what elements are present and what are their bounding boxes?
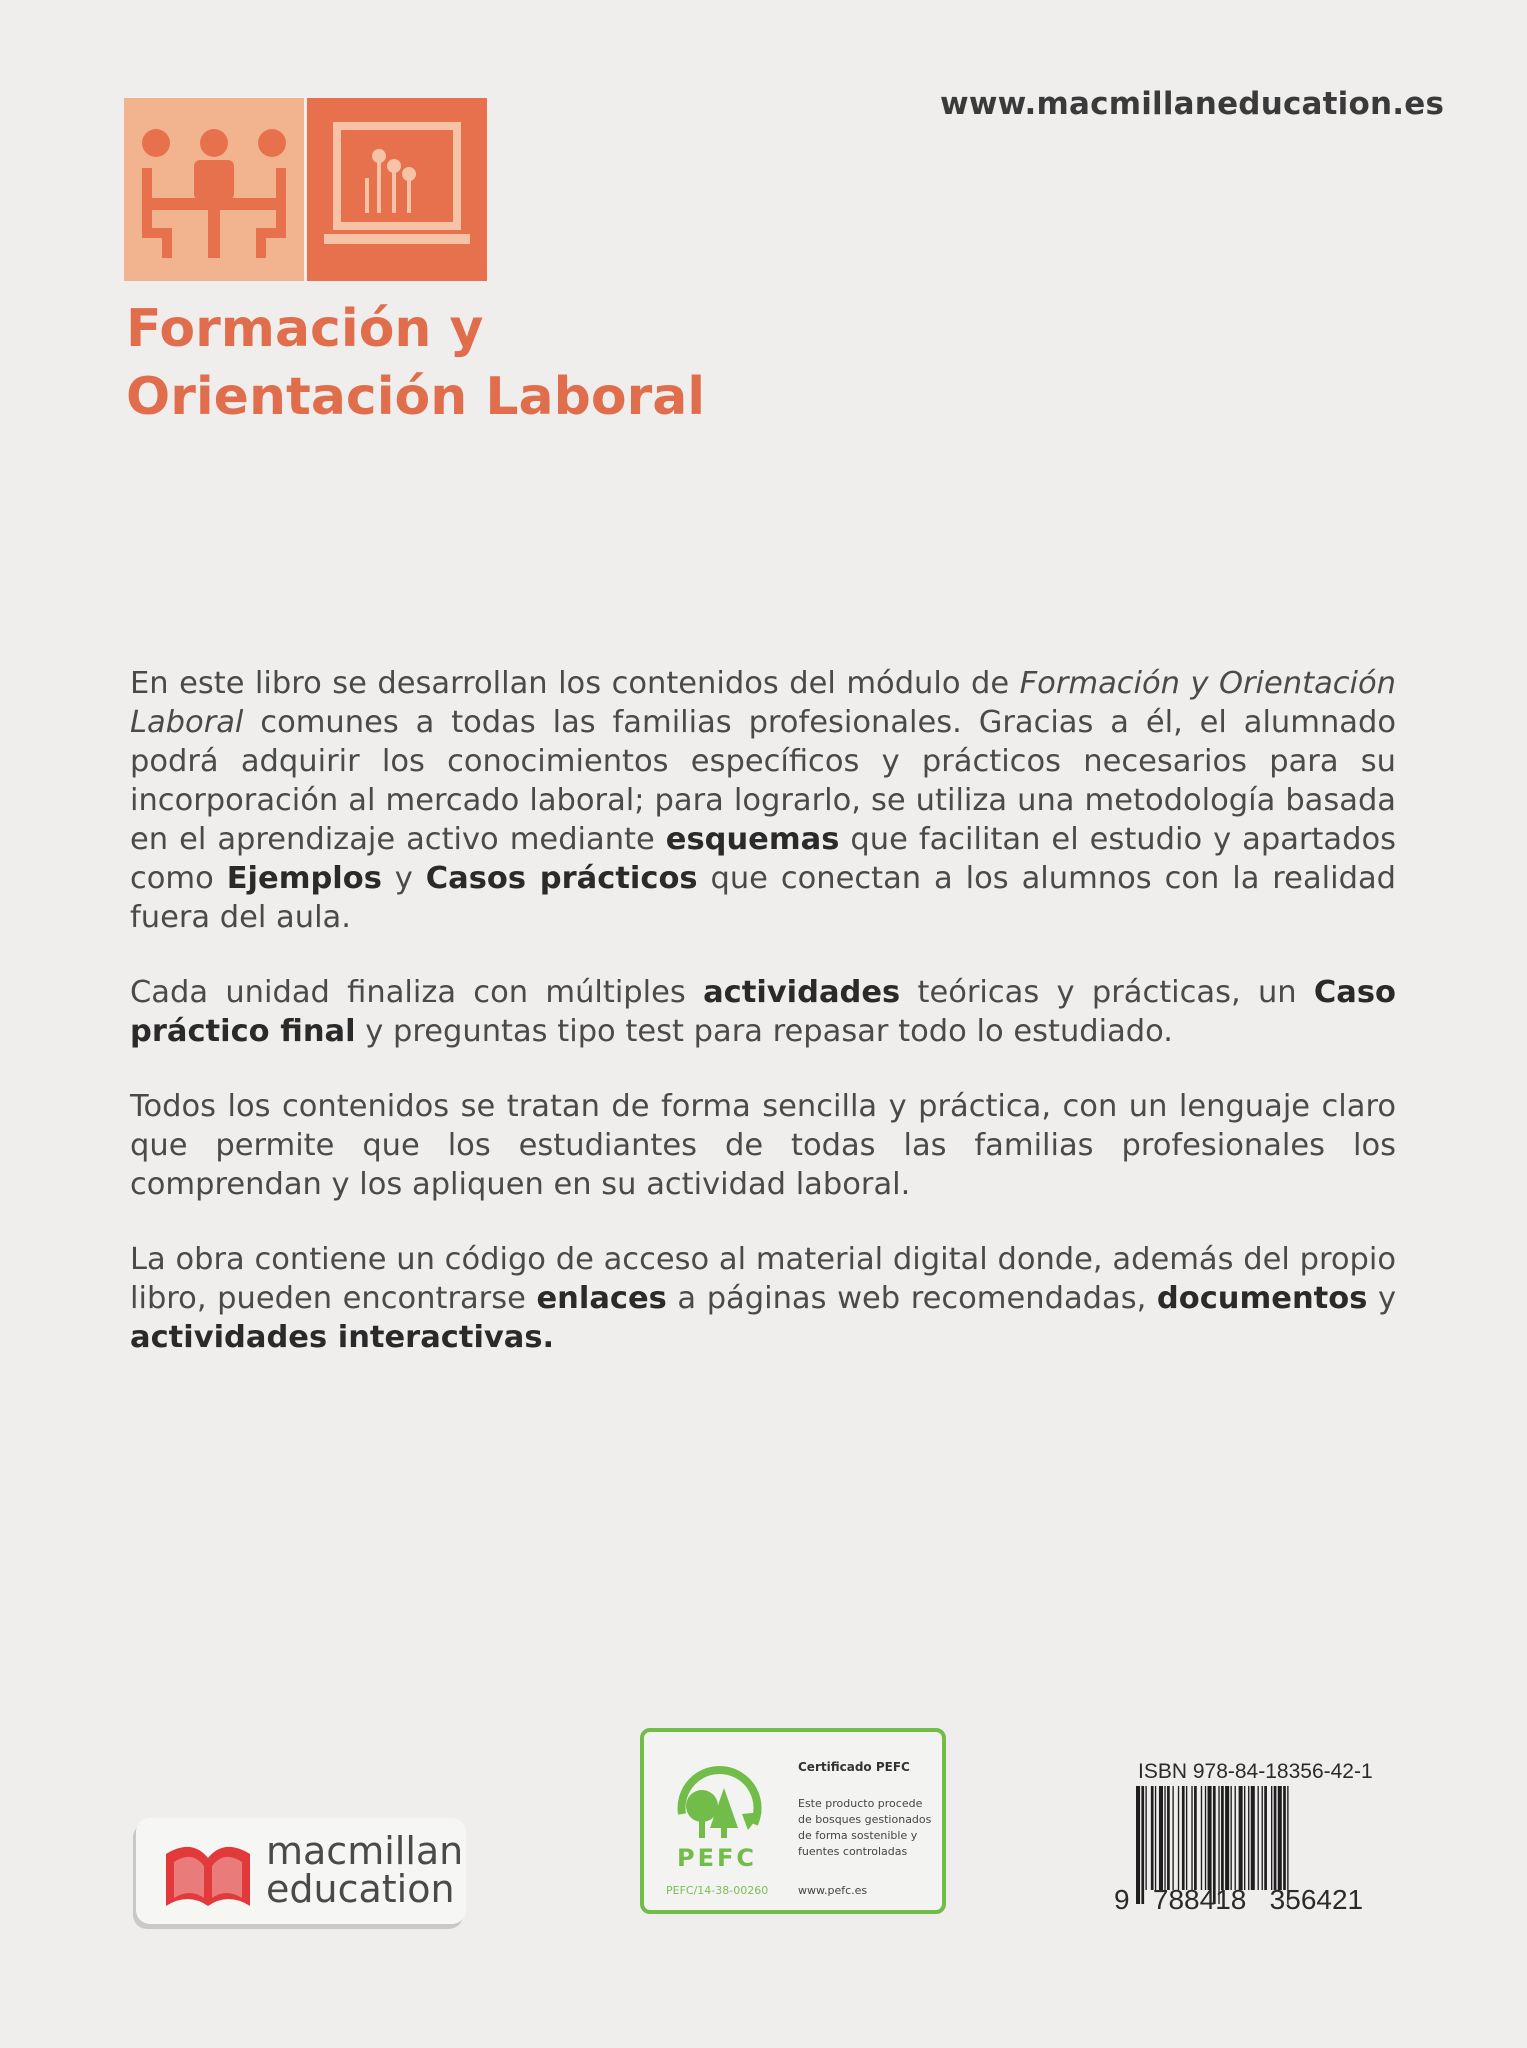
pefc-website: www.pefc.es <box>798 1884 868 1897</box>
title-line-1: Formación y <box>126 299 484 359</box>
pefc-description: Este producto procede de bosques gestionados de forma sostenible y fuentes controladas <box>798 1797 932 1858</box>
publisher-logo <box>136 1818 466 1924</box>
publisher-line-2: education <box>266 1867 455 1911</box>
description <box>130 664 1396 1393</box>
isbn-digits: 9 788418 356421 <box>1114 1884 1364 1915</box>
collection-logo <box>124 98 487 281</box>
publisher-line-1: macmillan <box>266 1829 464 1873</box>
website-url: www.macmillaneducation.es <box>940 86 1445 122</box>
macmillan-m-icon <box>162 1836 254 1910</box>
paragraph-1: En este libro se desarrollan los contenidos del módulo de Formación y Orientación Laboral comunes a todas las familias profesionales. Gracias a él, el alumnado podrá adquirir los conocimientos específicos y prácticos necesarios para su incorporación al mercado laboral; para lograrlo, se utiliza una metodología basada en el aprendizaje activo mediante esquemas que facilitan el estudio y apartados como Ejemplos y Casos prácticos que conectan a los alumnos con la realidad fuera del aula. <box>130 666 1396 935</box>
pefc-certificate <box>640 1728 946 1914</box>
isbn-label: ISBN 978-84-18356-42-1 <box>1138 1760 1373 1783</box>
paragraph-4: La obra contiene un código de acceso al material digital donde, además del propio libro, pueden encontrarse enlaces a páginas web recomendadas, documentos y actividades interactivas. <box>130 1242 1397 1355</box>
paragraph-3: Todos los contenidos se tratan de forma sencilla y práctica, con un lenguaje claro que permite que los estudiantes de todas las familias profesionales los comprendan y los apliquen en su actividad laboral. <box>130 1089 1396 1202</box>
paragraph-2: Cada unidad finaliza con múltiples actividades teóricas y prácticas, un Caso práctico final y preguntas tipo test para repasar todo lo estudiado. <box>130 975 1396 1049</box>
pefc-tree-icon <box>662 1754 772 1874</box>
pefc-title: Certificado PEFC <box>798 1760 910 1774</box>
title-line-2: Orientación Laboral <box>126 367 706 427</box>
book-title <box>126 295 705 431</box>
pefc-logo-text: PEFC <box>677 1844 757 1872</box>
pefc-code: PEFC/14-38-00260 <box>666 1884 769 1897</box>
publisher-name <box>266 1829 464 1911</box>
